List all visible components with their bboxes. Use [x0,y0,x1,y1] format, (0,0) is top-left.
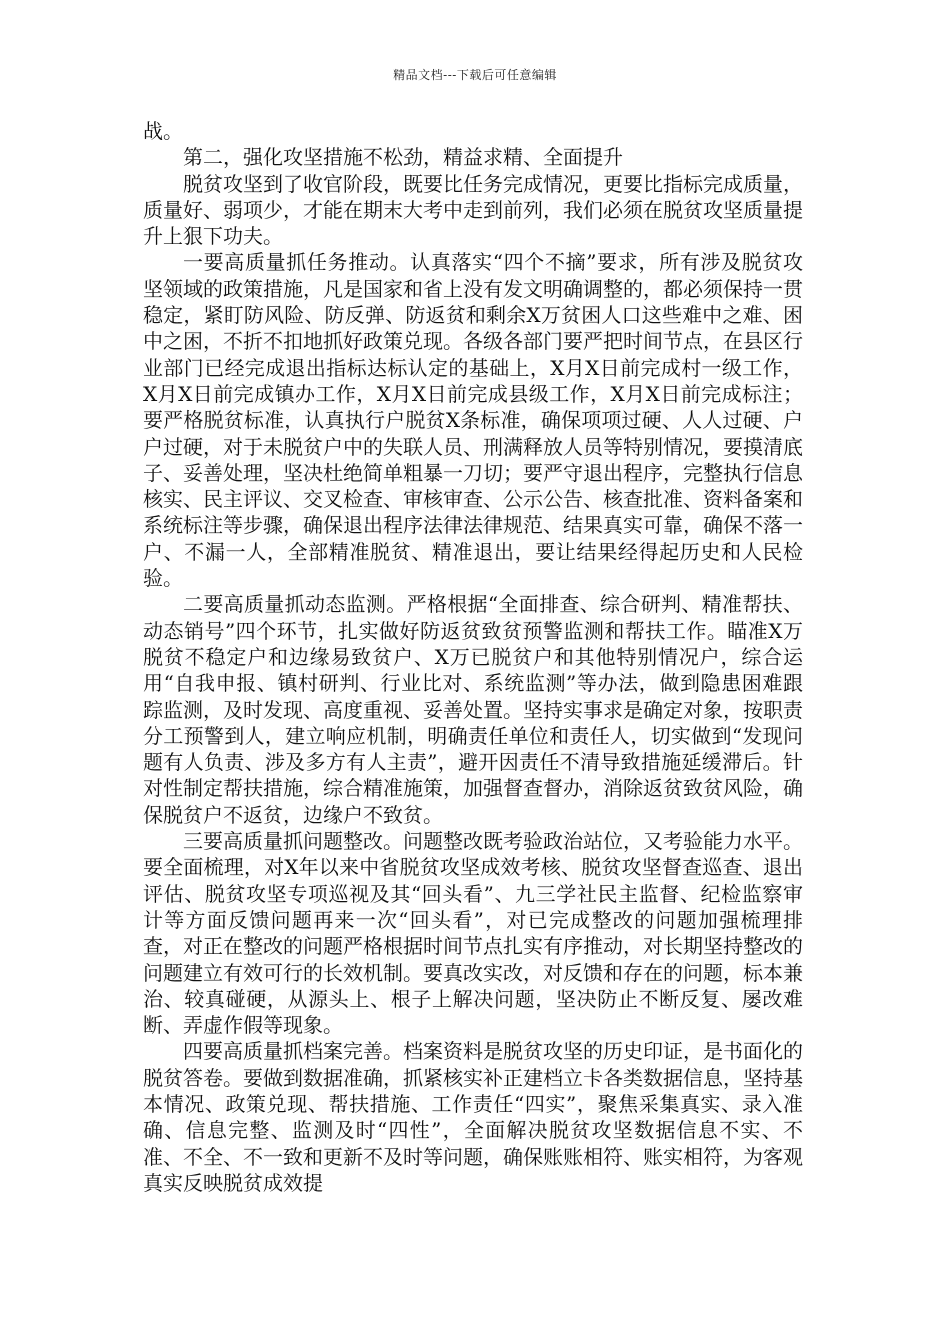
page-header: 精品文档---下载后可任意编辑 [393,68,557,82]
section-heading: 第二，强化攻坚措施不松劲，精益求精、全面提升 [183,145,623,170]
paragraph-task-promotion: 一要高质量抓任务推动。认真落实“四个不摘”要求，所有涉及脱贫攻坚领域的政策措施，凡是国家和省上没有发文明确调整的，都必须保持一贯稳定，紧盯防风险、防反弹、防返贫和剩余X万贫困人口这些难中之难、困中之困，不折不扣地抓好政策兑现。各级各部门要严把时间节点，在县区行业部门已经完成退出指标达标认定的基础上，X月X日前完成村一级工作，X月X日前完成镇办工作，X月X日前完成县级工作，X月X日前完成标注；要严格脱贫标准，认真执行户脱贫X条标准，确保项项过硬、人人过硬、户户过硬，对于未脱贫户中的失联人员、刑满释放人员等特别情况，要摸清底子、妥善处理，坚决杜绝简单粗暴一刀切；要严守退出程序，完整执行信息核实、民主评议、交叉检查、审核审查、公示公告、核查批准、资料备案和系统标注等步骤，确保退出程序法律法律规范、结果真实可靠，确保不落一户、不漏一人，全部精准脱贫、精准退出，要让结果经得起历史和人民检验。 [143,250,803,591]
paragraph-archive-improvement: 四要高质量抓档案完善。档案资料是脱贫攻坚的历史印证，是书面化的脱贫答卷。要做到数据准确，抓紧核实补正建档立卡各类数据信息，坚持基本情况、政策兑现、帮扶措施、工作责任“四实”，聚焦采集真实、录入准确、信息完整、监测及时“四性”，全面解决脱贫攻坚数据信息不实、不准、不全、不一致和更新不及时等问题，确保账账相符、账实相符，为客观真实反映脱贫成效提 [143,1039,803,1195]
paragraph-dynamic-monitoring: 二要高质量抓动态监测。严格根据“全面排查、综合研判、精准帮扶、动态销号”四个环节，扎实做好防返贫致贫预警监测和帮扶工作。瞄准X万脱贫不稳定户和边缘易致贫户、X万已脱贫户和其他特别情况户，综合运用“自我申报、镇村研判、行业比对、系统监测”等办法，做到隐患困难跟踪监测，及时发现、高度重视、妥善处置。坚持实事求是确定对象，按职责分工预警到人，建立响应机制，明确责任单位和责任人，切实做到“发现问题有人负责、涉及多方有人主责”，避开因责任不清导致措施延缓滞后。针对性制定帮扶措施，综合精准施策，加强督查督办，消除返贫致贫风险，确保脱贫户不返贫，边缘户不致贫。 [143,592,803,827]
paragraph-intro: 脱贫攻坚到了收官阶段，既要比任务完成情况，更要比指标完成质量，质量好、弱项少，才能在期末大考中走到前列，我们必须在脱贫攻坚质量提升上狠下功夫。 [143,171,803,249]
paragraph-problem-rectification: 三要高质量抓问题整改。问题整改既考验政治站位，又考验能力水平。要全面梳理，对X年以来中省脱贫攻坚成效考核、脱贫攻坚督查巡查、退出评估、脱贫攻坚专项巡视及其“回头看”、九三学社民主监督、纪检监察审计等方面反馈问题再来一次“回头看”，对已完成整改的问题加强梳理排查，对正在整改的问题严格根据时间节点扎实有序推动，对长期坚持整改的问题建立有效可行的长效机制。要真改实改，对反馈和存在的问题，标本兼治、较真碰硬，从源头上、根子上解决问题，坚决防止不断反复、屡改难断、弄虚作假等现象。 [143,829,803,1038]
document-body [143,118,803,1196]
paragraph-continuation: 战。 [143,119,183,143]
